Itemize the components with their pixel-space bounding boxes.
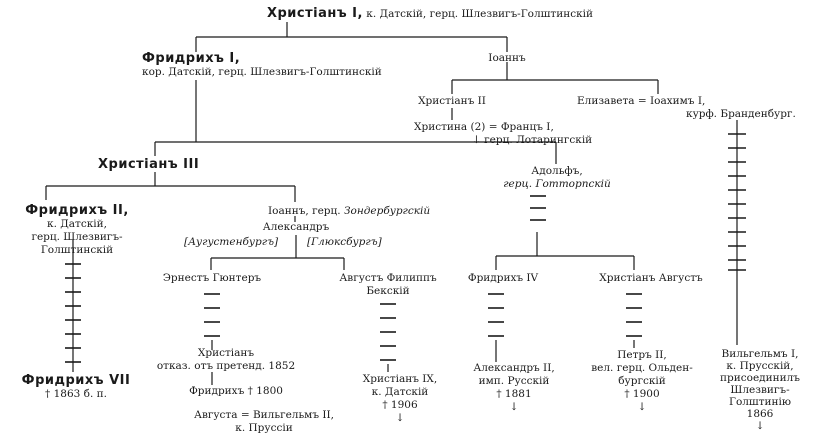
adolf-title: герц. Готторпскій	[503, 178, 611, 190]
node-franz-title: ↓ герц. Лотарингскій	[472, 134, 593, 146]
node-johann: Іоаннъ	[488, 52, 526, 64]
christian-iii-name: Христіанъ III	[98, 157, 200, 172]
christian-ix-line3: † 1906	[382, 399, 418, 411]
node-wilhelm-i	[720, 348, 800, 432]
node-alexander: Александръ	[262, 221, 330, 233]
node-elisabeth: Елизавета = Іоахимъ I,	[577, 95, 706, 107]
friedrich-i-title: кор. Датскій, герц. Шлезвигъ-Голштинскій	[142, 66, 382, 78]
node-august-philipp	[339, 272, 436, 298]
node-christian-iii	[98, 157, 199, 172]
christian-ix-line2: к. Датскій	[371, 386, 429, 398]
label-augustenburg: [Аугустенбургъ]	[184, 236, 279, 248]
wilhelm-i-name: Вильгельмъ I,	[721, 348, 799, 360]
johann-sonderburg-name: Іоаннъ, герц.	[268, 205, 341, 217]
friedrich-ii-line2: герц. Шлезвигъ-	[31, 231, 123, 243]
node-friedrich-iv: Фридрихъ IV	[467, 272, 539, 284]
alexander-ii-arrow: ↓	[509, 401, 519, 413]
alexander-ii-name: Александръ II,	[473, 362, 555, 374]
wilhelm-i-line6: 1866	[746, 408, 774, 420]
christian-abdicated-line2: отказ. отъ претенд. 1852	[156, 360, 296, 372]
august-philipp-name: Августъ Филиппъ	[339, 272, 437, 284]
friedrich-ii-line3: Голштинскій	[40, 244, 114, 256]
node-alexander-ii	[473, 362, 554, 414]
node-ernst-guenther: Эрнестъ Гюнтеръ	[162, 272, 262, 284]
wilhelm-i-line5: Голштинію	[728, 396, 792, 408]
alexander-ii-line2: имп. Русскій	[478, 375, 550, 387]
alexander-ii-line3: † 1881	[496, 388, 532, 400]
wilhelm-i-line2: к. Прусскій,	[726, 360, 794, 372]
wilhelm-i-arrow: ↓	[755, 420, 765, 432]
node-christian-abdicated	[157, 347, 295, 373]
peter-ii-arrow: ↓	[637, 401, 647, 413]
peter-ii-line3: бургскій	[618, 375, 666, 387]
friedrich-vii-line2: † 1863 б. п.	[45, 388, 107, 400]
node-augusta	[194, 409, 334, 435]
adolf-name: Адольфъ,	[531, 165, 583, 177]
christian-abdicated-name: Христіанъ	[197, 347, 255, 359]
node-johann-sonderburg	[268, 205, 430, 218]
wilhelm-i-line4: Шлезвигъ-	[730, 384, 790, 396]
peter-ii-line2: вел. герц. Ольден-	[591, 362, 693, 374]
wilhelm-i-line3: присоединилъ	[720, 372, 800, 384]
august-philipp-line2: Бекскій	[366, 285, 410, 297]
node-friedrich-1800: Фридрихъ † 1800	[189, 385, 283, 397]
friedrich-vii-name: Фридрихъ VII	[21, 373, 131, 388]
augusta-line2: к. Пруссіи	[235, 422, 293, 434]
peter-ii-line4: † 1900	[624, 388, 660, 400]
node-friedrich-ii	[25, 203, 129, 257]
christian-i-name: Христіанъ I,	[266, 6, 363, 21]
node-christina: Христина (2) = Францъ I,	[414, 121, 554, 133]
johann-sonderburg-title: Зондербургскій	[343, 205, 431, 217]
peter-ii-name: Петръ II,	[617, 349, 667, 361]
node-christian-ix	[363, 373, 437, 425]
augusta-text: Августа = Вильгельмъ II,	[194, 409, 334, 421]
friedrich-ii-name: Фридрихъ II,	[25, 203, 129, 218]
node-christian-ii: Христіанъ II	[418, 95, 486, 107]
label-gluecksburg: [Глюксбургъ]	[307, 236, 382, 248]
node-christian-i	[267, 6, 593, 21]
node-adolf	[503, 165, 611, 191]
friedrich-i-name: Фридрихъ I,	[142, 51, 241, 66]
node-friedrich-i	[142, 51, 382, 79]
node-joachim-title: курф. Бранденбург.	[686, 108, 796, 120]
christian-i-title: к. Датскій, герц. Шлезвигъ-Голштинскій	[366, 8, 594, 20]
christian-ix-name: Христіанъ IX,	[362, 373, 438, 385]
node-peter-ii	[591, 349, 693, 414]
node-christian-august: Христіанъ Августъ	[599, 272, 703, 284]
friedrich-ii-line1: к. Датскій,	[47, 218, 107, 230]
christian-ix-arrow: ↓	[395, 412, 405, 424]
node-friedrich-vii	[22, 373, 131, 401]
